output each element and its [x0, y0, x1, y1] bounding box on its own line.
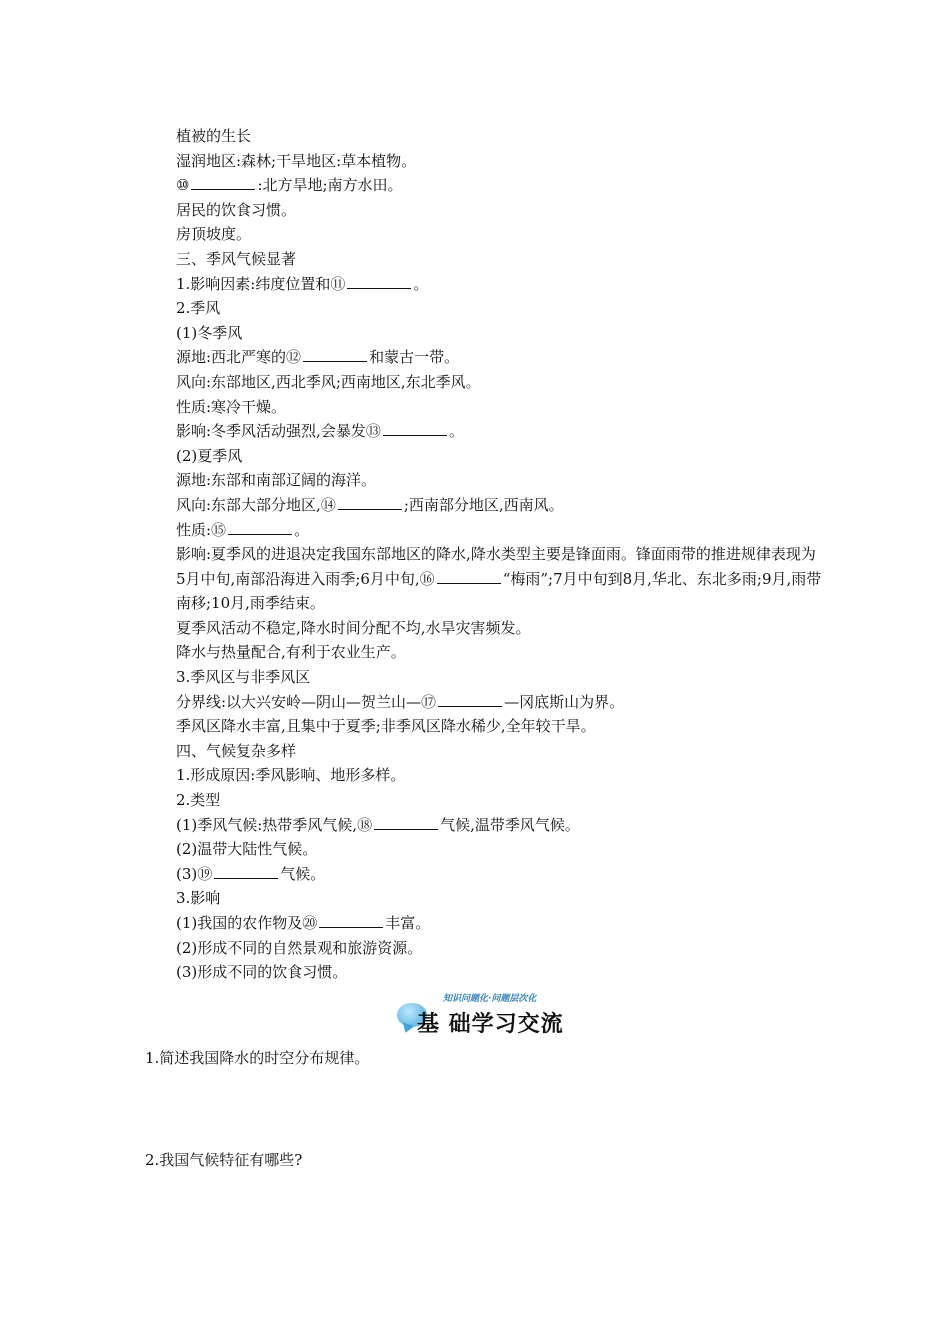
note-line: 房顶坡度。: [176, 225, 252, 244]
fill-blank[interactable]: [303, 360, 367, 362]
fill-blank[interactable]: [374, 828, 438, 830]
fill-blank[interactable]: [338, 508, 402, 510]
note-line: 2.类型: [176, 791, 221, 810]
fill-blank[interactable]: [214, 877, 278, 879]
note-line: 季风区降水丰富,且集中于夏季;非季风区降水稀少,全年较干旱。: [176, 717, 596, 736]
note-line: 风向:东部地区,西北季风;西南地区,东北季风。: [176, 372, 481, 391]
question-1: 1.简述我国降水的时空分布规律。: [145, 1049, 370, 1067]
note-line: 3.影响: [176, 889, 221, 908]
note-line: (2)夏季风: [176, 446, 243, 465]
note-line: (2)形成不同的自然景观和旅游资源。: [176, 938, 423, 957]
banner-title: 基 础学习交流: [417, 1011, 564, 1037]
note-line: (1)季风气候:热带季风气候,⑱ 气候,温带季风气候。: [176, 815, 580, 834]
fill-blank[interactable]: [228, 533, 292, 535]
note-line: 源地:东部和南部辽阔的海洋。: [176, 471, 377, 490]
note-line: (1)我国的农作物及⑳ 丰富。: [176, 914, 431, 932]
note-line: 2.季风: [176, 299, 221, 318]
note-line: 风向:东部大部分地区,⑭ ;西南部分地区,西南风。: [176, 495, 564, 514]
fill-blank-16[interactable]: [437, 582, 501, 584]
note-line: 1.形成原因:季风影响、地形多样。: [176, 766, 406, 785]
note-line: 居民的饮食习惯。: [176, 200, 297, 219]
note-line: 四、气候复杂多样: [176, 741, 297, 760]
note-line: ⑩ :北方旱地;南方水田。: [176, 176, 403, 195]
note-line: 植被的生长: [176, 127, 252, 145]
note-line: 1.影响因素:纬度位置和⑪ 。: [176, 274, 429, 293]
fill-blank[interactable]: [191, 188, 255, 190]
study-content: [145, 124, 825, 1041]
note-line: (2)温带大陆性气候。: [176, 840, 318, 859]
note-line: 影响:冬季风活动强烈,会暴发⑬ 。: [176, 422, 464, 441]
question-2: 2.我国气候特征有哪些?: [145, 1151, 303, 1169]
note-line: 性质:寒冷干燥。: [176, 397, 287, 416]
fill-blank[interactable]: [383, 434, 447, 436]
note-line: 夏季风活动不稳定,降水时间分配不均,水旱灾害频发。: [176, 618, 531, 637]
note-line: 3.季风区与非季风区: [176, 668, 311, 687]
note-line: 三、季风气候显著: [176, 249, 297, 268]
notes-block-2: [145, 616, 825, 985]
note-line: 源地:西北严寒的⑫ 和蒙古一带。: [176, 348, 460, 367]
summer-monsoon-effect: 影响:夏季风的进退决定我国东部地区的降水,降水类型主要是锋面雨。锋面雨带的推进规律表现为5月中旬,南部沿海进入雨季;6月中旬,⑯ “梅雨”;7月中旬到8月,华北、东北多雨;9月,雨带南移;10月,雨季结束。: [176, 545, 822, 613]
fill-blank[interactable]: [438, 705, 502, 707]
note-line: 湿润地区:森林;干旱地区:草本植物。: [176, 151, 417, 170]
fill-blank[interactable]: [319, 926, 383, 928]
notes-block-1: [145, 124, 825, 542]
note-line: 性质:⑮ 。: [176, 520, 310, 539]
fill-blank[interactable]: [347, 287, 411, 289]
note-line: (3)⑲ 气候。: [176, 864, 326, 883]
note-line: (1)冬季风: [176, 323, 243, 342]
section-banner: [145, 989, 825, 1041]
note-line: (3)形成不同的饮食习惯。: [176, 963, 348, 982]
banner-subtitle: 知识问题化·问题层次化: [443, 993, 537, 1004]
note-line: 降水与热量配合,有利于农业生产。: [176, 643, 406, 662]
note-line: 分界线:以大兴安岭—阴山—贺兰山—⑰ —冈底斯山为界。: [176, 692, 625, 711]
